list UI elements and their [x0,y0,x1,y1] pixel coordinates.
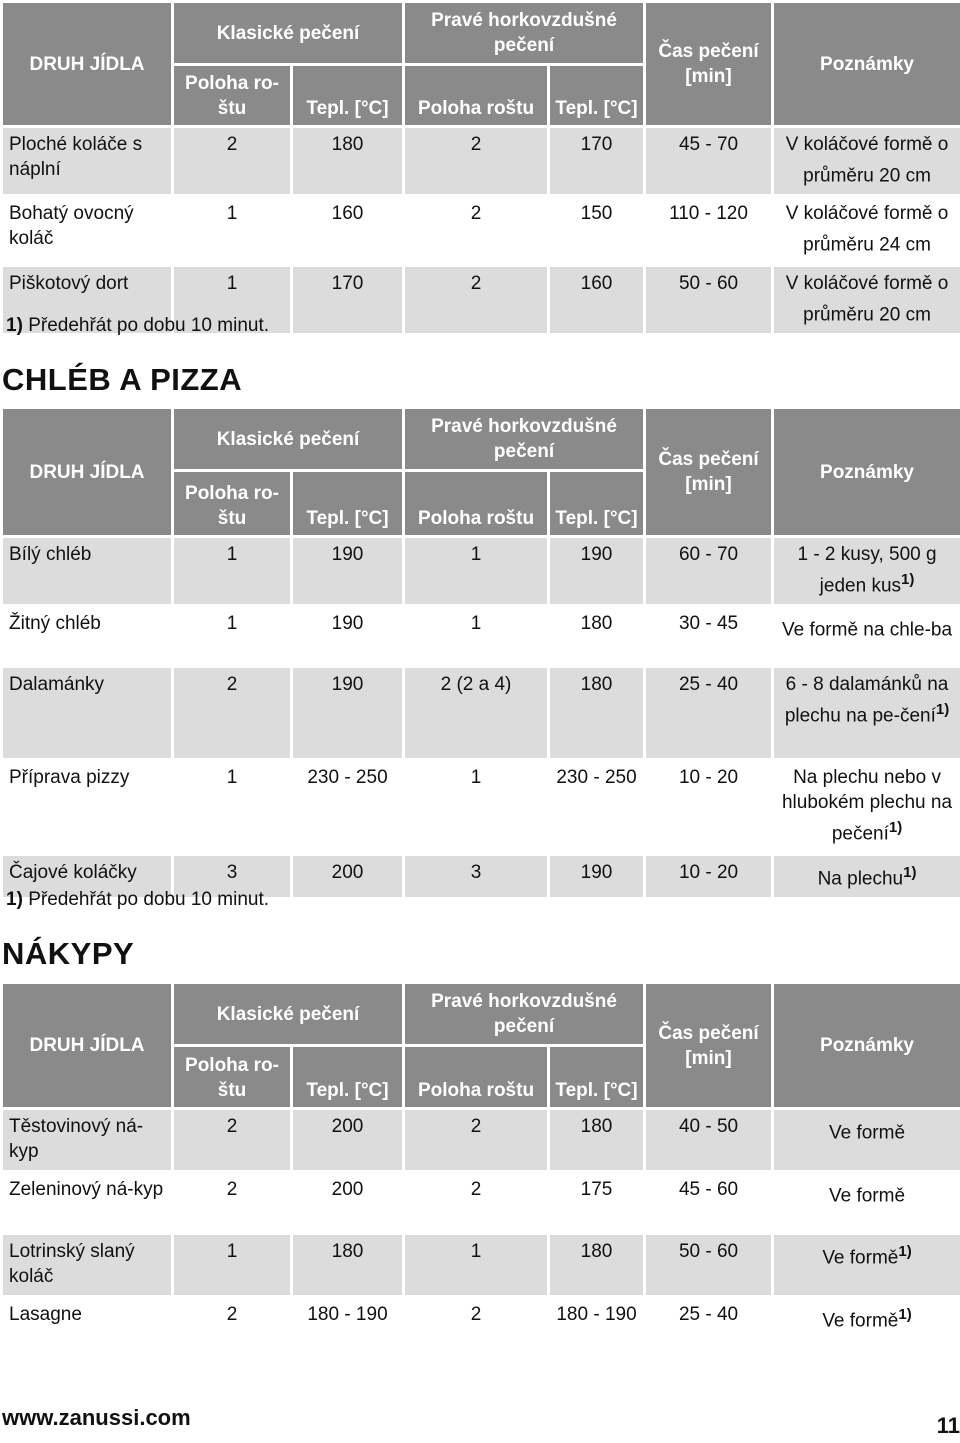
cell-temp-convection: 175 [549,1172,645,1234]
cell-shelf-classic: 1 [173,537,292,606]
cell-temp-convection: 190 [549,854,645,898]
cell-dish: Zeleninový ná-kyp [2,1172,173,1234]
cell-temp-convection: 180 [549,1234,645,1297]
header-classic: Klasické pečení [173,408,404,471]
cell-temp-convection: 170 [549,127,645,196]
cell-shelf-classic: 1 [173,606,292,667]
cell-temp-classic: 180 [292,1234,404,1297]
header-shelf-convection: Poloha roštu [404,65,549,127]
header-convection: Pravé horkovzdušné pečení [404,2,645,65]
cell-shelf-convection: 1 [404,760,549,854]
footnote-ref: 1) [898,1243,912,1260]
header-dish: DRUH JÍDLA [2,408,173,537]
cell-note: Ve formě [773,1172,960,1234]
cell-time: 45 - 60 [645,1172,773,1234]
page-number: 11 [936,1413,960,1438]
cell-note: 1 - 2 kusy, 500 g jeden kus$^{1)}$ [773,537,960,606]
cell-shelf-convection: 2 [404,1172,549,1234]
bakes-table [0,981,960,1360]
header-time: Čas pečení [min] [645,408,773,537]
table-row [2,1297,960,1359]
cell-note: Ve formě [773,1109,960,1172]
cell-shelf-classic: 1 [173,760,292,854]
cell-temp-convection: 230 - 250 [549,760,645,854]
cell-time: 25 - 40 [645,1297,773,1359]
cell-shelf-classic: 1 [173,1234,292,1297]
cell-note: V koláčové formě o průměru 24 cm [773,196,960,265]
header-temp-convection: Tepl. [°C] [549,471,645,537]
cell-time: 45 - 70 [645,127,773,196]
cell-temp-classic: 160 [292,196,404,265]
header-convection: Pravé horkovzdušné pečení [404,408,645,471]
cell-note: Na plechu$^{1)}$ [773,854,960,898]
cell-temp-convection: 180 [549,606,645,667]
cell-temp-convection: 180 [549,667,645,760]
cell-shelf-convection: 3 [404,854,549,898]
header-temp-classic: Tepl. [°C] [292,65,404,127]
cell-dish: Žitný chléb [2,606,173,667]
cell-time: 30 - 45 [645,606,773,667]
cell-shelf-convection: 2 [404,196,549,265]
cell-shelf-convection: 2 (2 a 4) [404,667,549,760]
cell-shelf-classic: 3 [173,854,292,898]
table-row [2,1234,960,1297]
table-row [2,1109,960,1172]
table-row [2,196,960,265]
cell-shelf-classic: 1 [173,196,292,265]
cell-dish: Bohatý ovocný koláč [2,196,173,265]
header-temp-classic: Tepl. [°C] [292,1046,404,1109]
cell-temp-classic: 190 [292,606,404,667]
cell-dish: Lasagne [2,1297,173,1359]
cell-dish: Ploché koláče s náplní [2,127,173,196]
table-row [2,606,960,667]
cell-dish: Bílý chléb [2,537,173,606]
table-row [2,537,960,606]
footnote-ref: 1) [901,571,915,588]
footnote-ref: 1) [898,1306,912,1323]
cell-temp-convection: 190 [549,537,645,606]
cell-shelf-classic: 2 [173,127,292,196]
cell-shelf-classic: 2 [173,667,292,760]
footnote [6,315,269,337]
cell-note: V koláčové formě o průměru 20 cm [773,127,960,196]
footnote-text: Předehřát po dobu 10 minut. [28,315,270,336]
cell-note: Ve formě$^{1)}$ [773,1297,960,1359]
table-row [2,760,960,854]
header-temp-convection: Tepl. [°C] [549,65,645,127]
website-link[interactable]: www.zanussi.com [2,1405,191,1430]
cell-time: 10 - 20 [645,760,773,854]
cell-shelf-classic: 2 [173,1109,292,1172]
cell-temp-classic: 190 [292,667,404,760]
cell-dish: Lotrinský slaný koláč [2,1234,173,1297]
footnote-ref: 1) [888,819,903,837]
header-notes: Poznámky [773,408,960,537]
header-time: Čas pečení [min] [645,2,773,127]
cell-note: 6 - 8 dalamánků na plechu na pe-čení$^{1)}$ [773,667,960,760]
cakes-table [0,0,960,336]
section-heading-bakes: NÁKYPY [2,936,135,971]
cell-temp-classic: 180 [292,127,404,196]
cell-temp-convection: 150 [549,196,645,265]
cell-shelf-convection: 1 [404,537,549,606]
header-time: Čas pečení [min] [645,983,773,1109]
header-shelf-convection: Poloha roštu [404,471,549,537]
footnote [6,889,269,911]
header-notes: Poznámky [773,983,960,1109]
cell-time: 40 - 50 [645,1109,773,1172]
footnote-ref: 1) [935,701,950,719]
cell-shelf-convection: 2 [404,1297,549,1359]
footnote-text: Předehřát po dobu 10 minut. [28,889,270,910]
header-shelf-classic: Poloha ro-štu [173,471,292,537]
cell-temp-convection: 180 [549,1109,645,1172]
header-classic: Klasické pečení [173,983,404,1046]
cell-dish: Dalamánky [2,667,173,760]
cell-time: 50 - 60 [645,1234,773,1297]
cell-time: 60 - 70 [645,537,773,606]
bread-pizza-table [0,406,960,900]
cell-temp-classic: 230 - 250 [292,760,404,854]
cell-shelf-convection: 1 [404,1234,549,1297]
header-shelf-convection: Poloha roštu [404,1046,549,1109]
header-notes: Poznámky [773,2,960,127]
cell-note: Ve formě$^{1)}$ [773,1234,960,1297]
footnote-marker: 1) [6,889,23,910]
cell-time: 10 - 20 [645,854,773,898]
cell-temp-convection: 160 [549,265,645,334]
header-shelf-classic: Poloha ro-štu [173,1046,292,1109]
cell-dish: Příprava pizzy [2,760,173,854]
cell-temp-convection: 180 - 190 [549,1297,645,1359]
header-temp-classic: Tepl. [°C] [292,471,404,537]
cell-shelf-classic: 1 [173,265,292,334]
section-heading-bread: CHLÉB A PIZZA [2,362,243,397]
table-row [2,127,960,196]
cell-shelf-convection: 2 [404,265,549,334]
table-row [2,1172,960,1234]
cell-time: 25 - 40 [645,667,773,760]
cell-dish: Těstovinový ná-kyp [2,1109,173,1172]
cell-temp-classic: 200 [292,1109,404,1172]
cell-temp-classic: 190 [292,537,404,606]
cell-temp-classic: 200 [292,854,404,898]
cell-dish: Čajové koláčky [2,854,173,898]
cell-dish: Piškotový dort [2,265,173,334]
cell-temp-classic: 200 [292,1172,404,1234]
header-convection: Pravé horkovzdušné pečení [404,983,645,1046]
header-dish: DRUH JÍDLA [2,983,173,1109]
cell-shelf-convection: 2 [404,127,549,196]
footnote-marker: 1) [6,315,23,336]
cell-temp-classic: 180 - 190 [292,1297,404,1359]
cell-shelf-classic: 2 [173,1297,292,1359]
cell-shelf-convection: 1 [404,606,549,667]
cell-note: Ve formě na chle-ba [773,606,960,667]
cell-note: Na plechu nebo v hlubokém plechu na pečení$^{1)}$ [773,760,960,854]
header-classic: Klasické pečení [173,2,404,65]
cell-time: 110 - 120 [645,196,773,265]
table-row [2,667,960,760]
cell-shelf-convection: 2 [404,1109,549,1172]
header-dish: DRUH JÍDLA [2,2,173,127]
header-temp-convection: Tepl. [°C] [549,1046,645,1109]
cell-note: V koláčové formě o průměru 20 cm [773,265,960,334]
header-shelf-classic: Poloha ro-štu [173,65,292,127]
cell-time: 50 - 60 [645,265,773,334]
cell-temp-classic: 170 [292,265,404,334]
cell-shelf-classic: 2 [173,1172,292,1234]
footnote-ref: 1) [903,863,917,881]
